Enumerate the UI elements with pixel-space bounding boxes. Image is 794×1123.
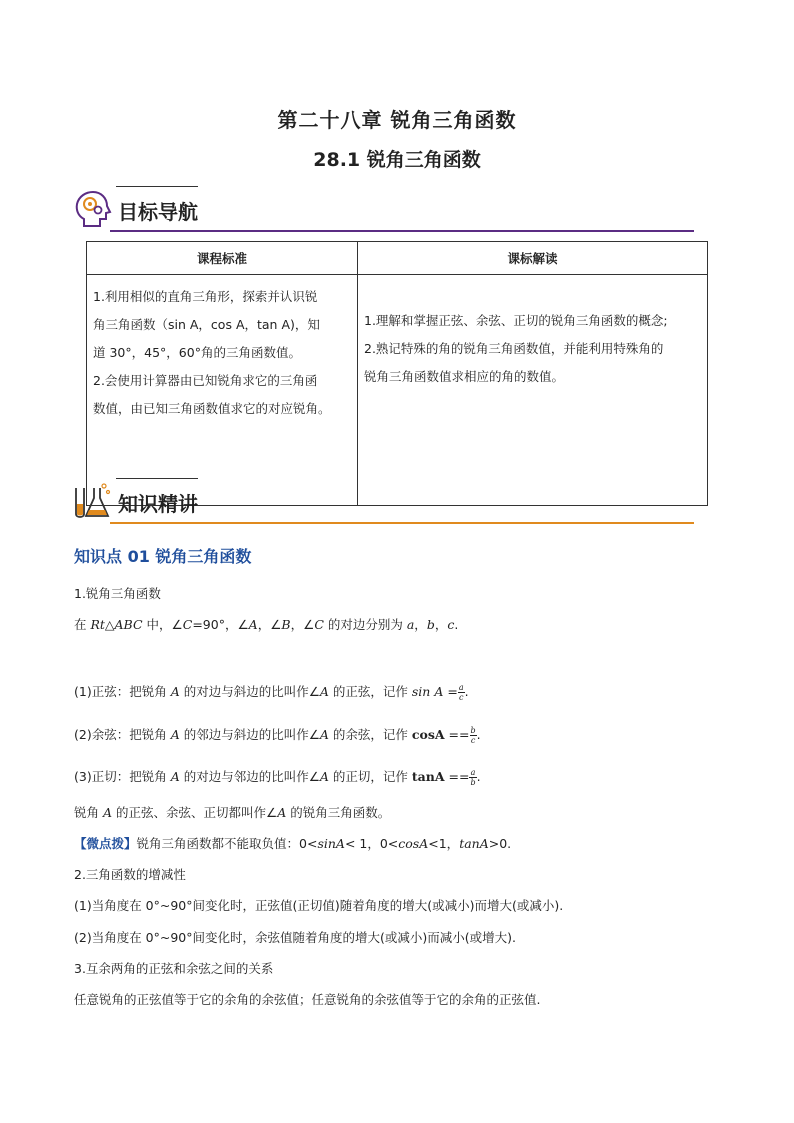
interpretation-line: 1.理解和掌握正弦、余弦、正切的锐角三角函数的概念; (364, 313, 668, 328)
section-title: 28.1 锐角三角函数 (313, 149, 481, 171)
cosine-fraction: $\frac{b}{c}$ (470, 726, 476, 745)
table-header: 课标解读 (358, 242, 708, 275)
intro-line: 在 Rt△ABC 中，∠C=90°，∠A，∠B，∠C 的对边分别为 a，b，c. (74, 617, 459, 632)
goal-heading-block (70, 186, 694, 232)
knowledge-point-title: 知识点 01 锐角三角函数 (74, 547, 252, 566)
relation-line: 任意锐角的正弦值等于它的余角的余弦值；任意锐角的余弦值等于它的余角的正弦值. (74, 992, 541, 1007)
monotonic-line-2: (2)当角度在 0°~90°间变化时，余弦值随着角度的增大(或减小)而减小(或增大). (74, 930, 516, 945)
standard-line: 数值，由已知三角函数值求它的对应锐角。 (93, 401, 331, 416)
standard-line: 道 30°，45°，60°角的三角函数值。 (93, 345, 301, 360)
table-header-row (87, 242, 708, 275)
tangent-definition: (3)正切：把锐角 A 的对边与邻边的比叫作∠A 的正切，记作 tanA == $\frac{a}{b}$ . (74, 768, 481, 787)
standard-line: 角三角函数（sin A，cos A，tan A)，知 (93, 317, 320, 332)
goal-heading-rule (110, 230, 694, 232)
table-row (87, 275, 708, 506)
sine-definition: (1)正弦：把锐角 A 的对边与斜边的比叫作∠A 的正弦，记作 sin A = $\frac{a}{c}$ . (74, 683, 469, 702)
standard-cell (87, 275, 358, 506)
interpretation-line: 锐角三角函数值求相应的角的数值。 (364, 369, 565, 384)
table-header: 课程标准 (87, 242, 358, 275)
tip-label: 【微点拨】 (74, 836, 137, 851)
goal-heading: 目标导航 (118, 200, 198, 224)
tip-line: 【微点拨】锐角三角函数都不能取负值：0<sinA< 1，0<cosA<1，tanA>0. (74, 836, 512, 851)
sine-fraction: $\frac{a}{c}$ (458, 683, 464, 702)
heading-top-rule (116, 478, 198, 479)
chapter-title: 第二十八章 锐角三角函数 (277, 108, 517, 132)
subheading-1: 1.锐角三角函数 (74, 586, 161, 601)
subheading-3: 3.互余两角的正弦和余弦之间的关系 (74, 961, 274, 976)
knowledge-heading-rule (110, 522, 694, 524)
standard-line: 1.利用相似的直角三角形，探索并认识锐 (93, 289, 318, 304)
summary-line: 锐角 A 的正弦、余弦、正切都叫作∠A 的锐角三角函数。 (74, 805, 391, 820)
cosine-definition: (2)余弦：把锐角 A 的邻边与斜边的比叫作∠A 的余弦，记作 cosA == $\frac{b}{c}$ . (74, 726, 481, 745)
lab-flask-icon (70, 480, 112, 522)
subheading-2: 2.三角函数的增减性 (74, 867, 186, 882)
interpretation-cell (358, 275, 708, 506)
heading-top-rule (116, 186, 198, 187)
tangent-fraction: $\frac{a}{b}$ (470, 768, 476, 787)
interpretation-line: 2.熟记特殊的角的锐角三角函数值，并能利用特殊角的 (364, 341, 664, 356)
monotonic-line-1: (1)当角度在 0°~90°间变化时，正弦值(正切值)随着角度的增大(或减小)而增大(或减小). (74, 898, 564, 913)
knowledge-heading-block (70, 478, 694, 524)
head-gears-icon (70, 188, 112, 230)
goal-table (86, 241, 708, 506)
knowledge-heading: 知识精讲 (118, 492, 198, 516)
standard-line: 2.会使用计算器由已知锐角求它的三角函 (93, 373, 318, 388)
